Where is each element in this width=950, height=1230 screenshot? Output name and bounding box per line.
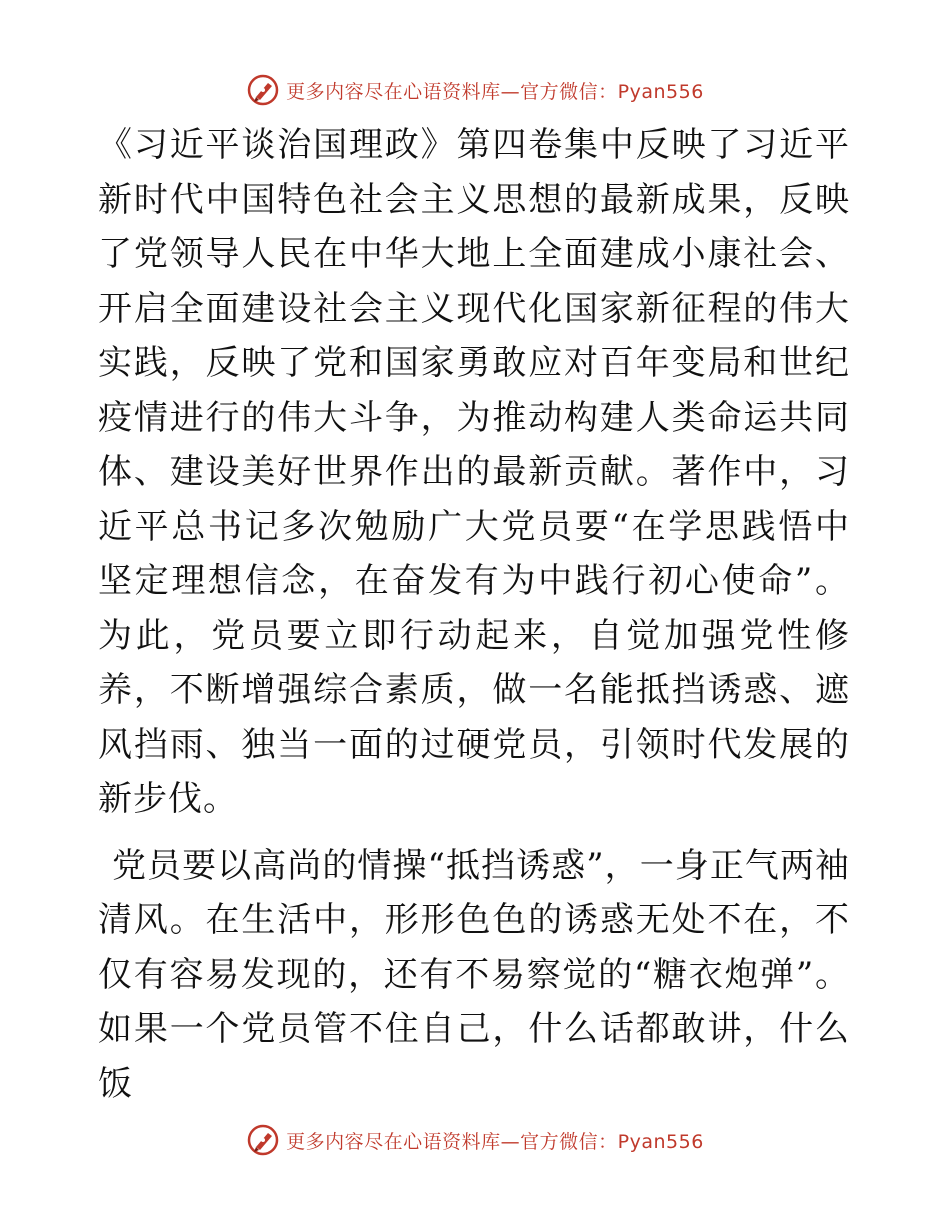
paragraph-2: 党员要以高尚的情操“抵挡诱惑”，一身正气两袖清风。在生活中，形形色色的诱惑无处不在，不仅有容易发现的，还有不易察觉的“糖衣炮弹”。如果一个党员管不住自己，什么话都敢讲，什么饭 xyxy=(98,845,850,1104)
pen-nib-logo-icon xyxy=(246,73,280,107)
footer-watermark xyxy=(0,1120,950,1160)
pen-nib-logo-icon xyxy=(246,1123,280,1157)
paragraph-1: 《习近平谈治国理政》第四卷集中反映了习近平新时代中国特色社会主义思想的最新成果，反映了党领导人民在中华大地上全面建成小康社会、开启全面建设社会主义现代化国家新征程的伟大实践，反映了党和国家勇敢应对百年变局和世纪疫情进行的伟大斗争，为推动构建人类命运共同体、建设美好世界作出的最新贡献。著作中，习近平总书记多次勉励广大党员要“在学思践悟中坚定理想信念，在奋发有为中践行初心使命”。为此，党员要立即行动起来，自觉加强党性修养，不断增强综合素质，做一名能抵挡诱惑、遮风挡雨、独当一面的过硬党员，引领时代发展的新步伐。 xyxy=(98,125,850,819)
header-watermark xyxy=(0,70,950,110)
watermark-text: 更多内容尽在心语资料库—官方微信：Pyan556 xyxy=(286,1130,704,1153)
watermark-text: 更多内容尽在心语资料库—官方微信：Pyan556 xyxy=(286,80,704,103)
document-body xyxy=(98,118,850,1111)
